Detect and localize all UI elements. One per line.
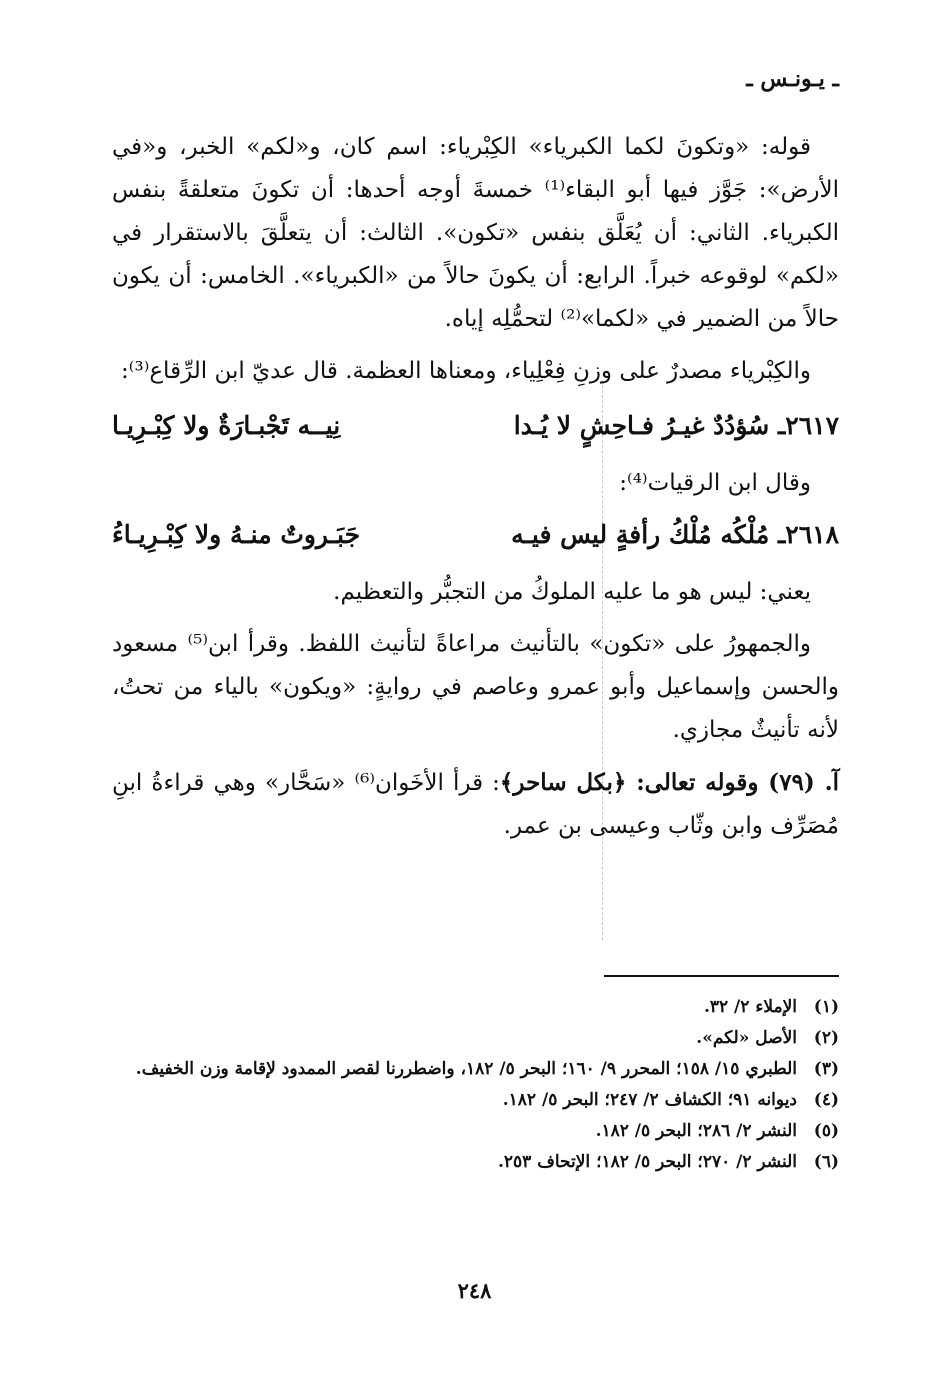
footnote-text: الطبري ١٥/ ١٥٨؛ المحرر ٩/ ١٦٠؛ البحر ٥/ ١٨٢، واضطررنا لقصر الممدود لإقامة وزن الخفيف. xyxy=(135,1059,797,1079)
verse-2618 xyxy=(112,511,839,559)
footnote-text: الإملاء ٢/ ٣٢. xyxy=(703,997,797,1017)
verse-second-hemistich: نِيــه تَجْبـارَةٌ ولا كِبْـرِيـا xyxy=(112,411,341,440)
footnote-divider xyxy=(604,975,839,977)
paragraph-verse-79 xyxy=(112,761,839,848)
paragraph-grammar: قوله: «وتكونَ لكما الكبرياء» الكِبْرياء: اسم كان، و«لكم» الخبر، و«في الأرض»: جَوَّز فيها أبو البقاء⁽¹⁾ خمسةَ أوجه أحدها: أن تكونَ متعلقةً بنفس الكبرياء. الثاني: أن يُعَلَّق بنفس «تكون». الثالث: أن يتعلَّقَ بالاستقرار في «لكم» لوقوعه خبراً. الرابع: أن يكونَ حالاً من «الكبرياء». الخامس: أن يكون حالاً من الضمير في «لكما»⁽²⁾ لتحمُّلِه إياه. xyxy=(112,134,839,332)
verse-first-hemistich: سُؤدُدٌ غيـرُ فـاحِشٍ لا يُـدا xyxy=(513,411,770,440)
footnote-number: (٣) xyxy=(813,1059,839,1079)
footnote-number: (١) xyxy=(813,997,839,1017)
verse-number: ٢٦١٨ـ xyxy=(777,520,839,549)
verse-right-part xyxy=(514,402,839,450)
footnote-item xyxy=(112,1118,839,1145)
footnote-item xyxy=(112,994,839,1021)
footnote-item xyxy=(112,1056,839,1083)
footnote-number: (٤) xyxy=(813,1090,839,1110)
footnote-number: (٢) xyxy=(813,1028,839,1048)
page-number: ٢٤٨ xyxy=(457,1278,492,1303)
main-text xyxy=(112,126,839,857)
verse-second-hemistich: جَبَـروتٌ منـهُ ولا كِبْـرِيـاءُ xyxy=(112,520,361,549)
footnote-item xyxy=(112,1087,839,1114)
footnote-item xyxy=(112,1025,839,1052)
footnotes xyxy=(112,994,839,1180)
footnote-item xyxy=(112,1149,839,1176)
paragraph-explanation: يعني: ليس هو ما عليه الملوكُ من التجبُّر والتعظيم. xyxy=(333,579,811,605)
verse-79-commentary: : قرأ الأخَوان⁽⁶⁾ «سَحَّار» وهي قراءةُ ابنِ مُصَرِّف وابن وثّاب وعيسى بن عمر. xyxy=(112,770,839,839)
verse-79-heading: آ. (٧٩) وقوله تعالى: ﴿بكل ساحر﴾ xyxy=(499,769,839,796)
footnote-number: (٦) xyxy=(813,1152,839,1172)
verse-right-part xyxy=(511,511,839,559)
paragraph-kibriya: والكِبْرياء مصدرٌ على وزنِ فِعْلِياء، ومعناها العظمة. قال عديّ ابن الرِّقاع⁽³⁾: xyxy=(121,358,811,384)
footnote-text: ديوانه ٩١؛ الكشاف ٢/ ٢٤٧؛ البحر ٥/ ١٨٢. xyxy=(502,1090,797,1110)
verse-number: ٢٦١٧ـ xyxy=(777,411,839,440)
running-header: ـ يـونـس ـ xyxy=(746,66,839,92)
verse-intro-ibn-ruqayyat: وقال ابن الرقيات⁽⁴⁾: xyxy=(619,470,811,496)
footnote-text: الأصل «لكم». xyxy=(696,1028,797,1048)
paragraph-readings: والجمهورُ على «تكون» بالتأنيث مراعاةً لتأنيث اللفظ. وقرأ ابن⁽⁵⁾ مسعود والحسن وإسماعيل وأبو عمرو وعاصم في روايةٍ: «ويكون» بالياء من تحتُ، لأنه تأنيثٌ مجازي. xyxy=(112,631,839,743)
verse-first-hemistich: مُلْكُه مُلْكُ رأفةٍ ليس فيـه xyxy=(511,520,770,549)
footnote-text: النشر ٢/ ٢٨٦؛ البحر ٥/ ١٨٢. xyxy=(595,1121,797,1141)
footnote-text: النشر ٢/ ٢٧٠؛ البحر ٥/ ١٨٢؛ الإتحاف ٢٥٣. xyxy=(497,1152,797,1172)
verse-2617 xyxy=(112,402,839,450)
footnote-number: (٥) xyxy=(813,1121,839,1141)
